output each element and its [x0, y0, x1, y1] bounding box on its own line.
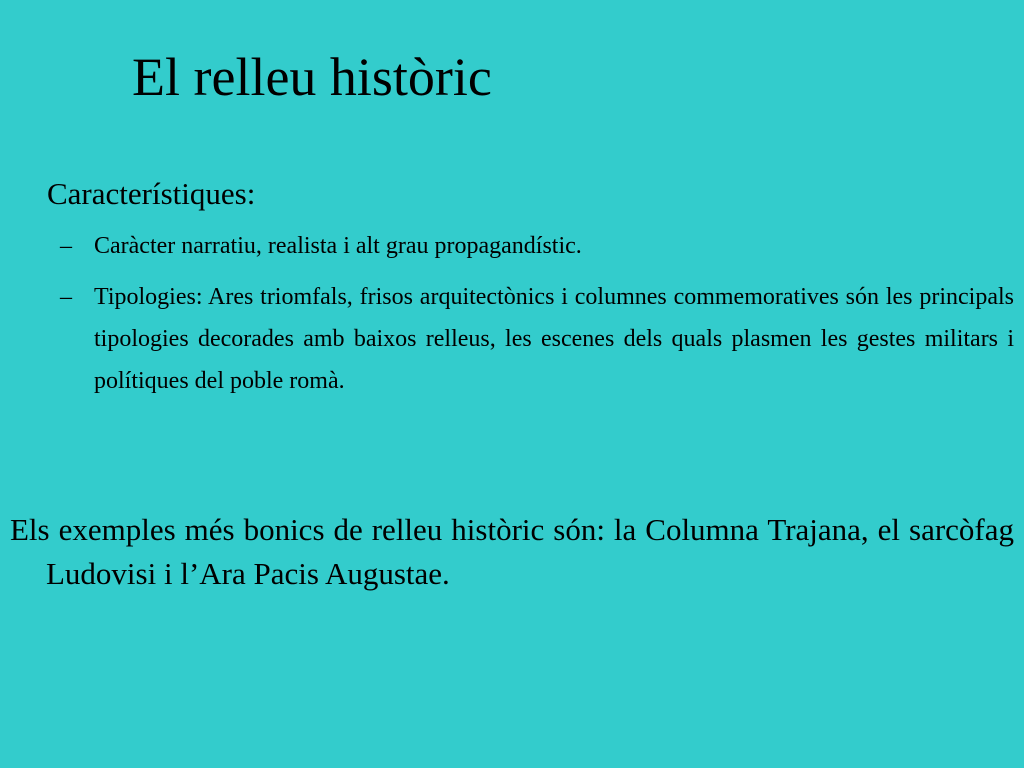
examples-paragraph	[10, 508, 1014, 596]
slide-title: El relleu històric	[132, 47, 492, 107]
characteristics-heading: Característiques:	[47, 176, 256, 211]
list-item-text: Tipologies: Ares triomfals, frisos arquitectònics i columnes commemoratives són les principals tipologies decorades amb baixos relleus, les escenes dels quals plasmen les gestes militars i polítiques del poble romà.	[94, 284, 1014, 394]
list-item	[60, 276, 1014, 402]
list-item-text: Caràcter narratiu, realista i alt grau propagandístic.	[94, 233, 582, 259]
dash-bullet-icon: –	[60, 284, 72, 310]
dash-bullet-icon: –	[60, 233, 72, 259]
examples-paragraph-text: Els exemples més bonics de relleu històric són: la Columna Trajana, el sarcòfag Ludovisi i l’Ara Pacis Augustae.	[10, 512, 1014, 591]
list-item	[60, 225, 1014, 267]
